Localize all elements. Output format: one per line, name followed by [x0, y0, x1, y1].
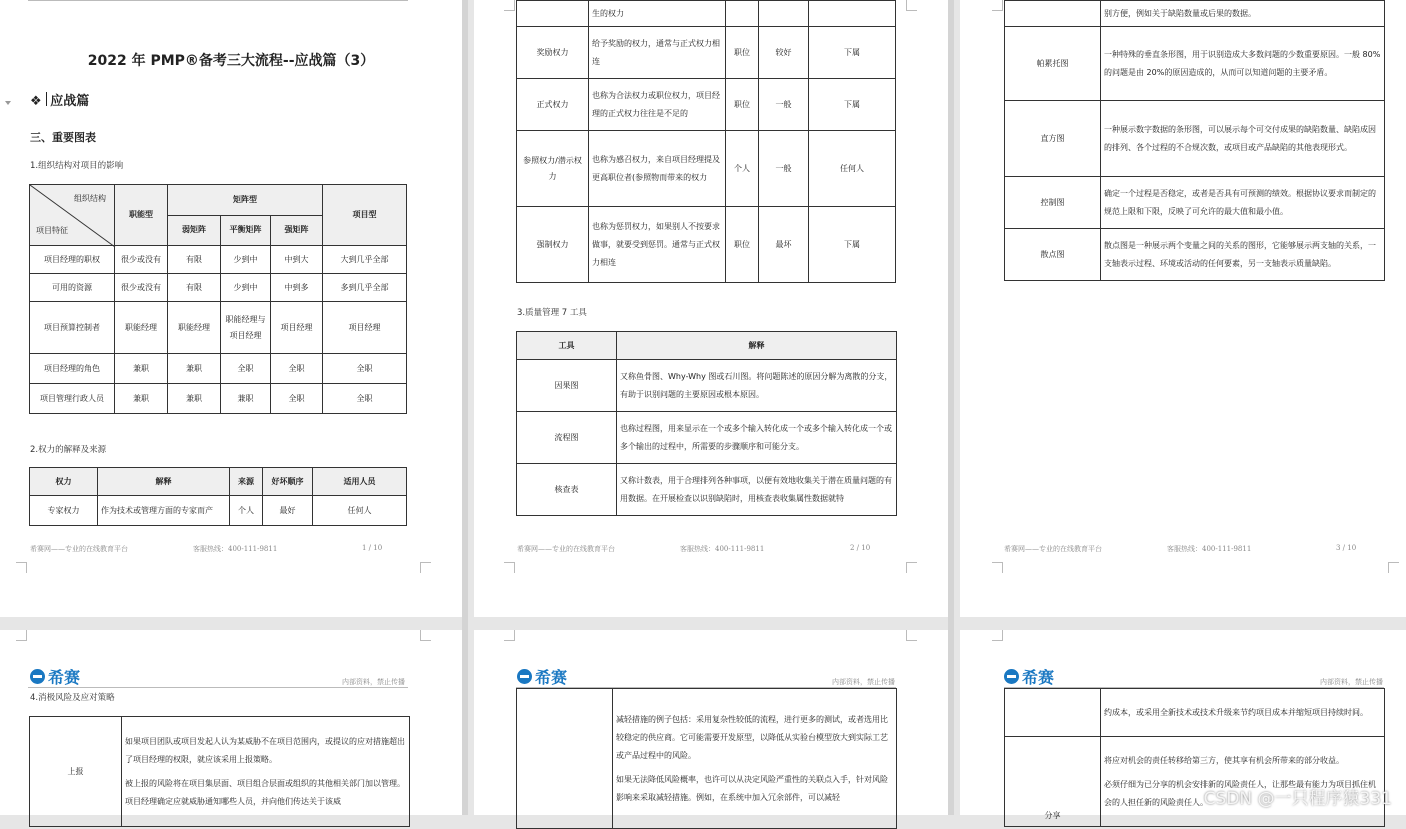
- margin-corner-tr: [420, 630, 431, 641]
- diag-bottom-label: 项目特征: [36, 226, 68, 235]
- table-cell: 强制权力: [517, 207, 589, 283]
- table-cell: 少到中: [221, 274, 271, 302]
- table-cell: 职位: [726, 79, 759, 131]
- header-rule: [28, 687, 408, 688]
- table-cell: 核查表: [517, 464, 617, 516]
- table-cell: 因果图: [517, 360, 617, 412]
- table-cell: 下属: [809, 27, 896, 79]
- table-cell: 控制图: [1005, 177, 1101, 229]
- table-cell: 作为技术或管理方面的专家而产: [98, 496, 230, 526]
- table-cell: 较好: [759, 27, 809, 79]
- table-cell: 多到几乎全部: [323, 274, 407, 302]
- table-row: [517, 360, 897, 412]
- table-cell: [1005, 1, 1101, 27]
- mitigate-paragraph-2: 如果无法降低风险概率，也许可以从决定风险严重性的关联点入手，针对风险影响来采取减轻措施。例如，在系统中加入冗余部件，可以减轻: [616, 774, 888, 802]
- table-cell: 少到中: [221, 246, 271, 274]
- table-cell: 很少或没有: [115, 246, 168, 274]
- table-cell: 有限: [168, 274, 221, 302]
- col-matrix: 矩阵型: [168, 185, 323, 216]
- table-cell: 生的权力: [589, 1, 726, 27]
- table-cell: [726, 1, 759, 27]
- table-row: [517, 79, 896, 131]
- table-row: [30, 384, 407, 414]
- page-footer-hotline: 客服热线：400-111-9811: [680, 545, 765, 553]
- table-cell: 任何人: [809, 131, 896, 207]
- diag-top-label: 组织结构: [74, 194, 106, 203]
- table-cell: 项目预算控制者: [30, 302, 115, 354]
- table3-caption: 3.质量管理 7 工具: [517, 308, 587, 318]
- share-paragraph-1: 将应对机会的责任转移给第三方，使其享有机会所带来的部分收益。: [1104, 755, 1344, 765]
- page-footer-hotline: 客服热线：400-111-9811: [193, 545, 278, 553]
- col-strong-matrix: 强矩阵: [271, 215, 323, 246]
- table-cell: 正式权力: [517, 79, 589, 131]
- section-heading[interactable]: [30, 90, 89, 109]
- margin-corner-tr: [906, 0, 917, 11]
- table-row: [30, 354, 407, 384]
- table-cell: 全职: [323, 384, 407, 414]
- risk-row-label: 上报: [30, 717, 122, 827]
- header-note: 内部资料，禁止传播: [1320, 678, 1383, 686]
- margin-corner-bl: [16, 562, 27, 573]
- logo-text: 希赛: [1022, 668, 1055, 687]
- org-structure-table: [29, 184, 407, 414]
- table-cell: 全职: [221, 354, 271, 384]
- quality-table-header: [517, 332, 897, 360]
- table-cell: 下属: [809, 79, 896, 131]
- table-row: [517, 27, 896, 79]
- table-cell: 全职: [323, 354, 407, 384]
- quality-table-body: [517, 360, 897, 516]
- table-row: [1005, 1, 1385, 27]
- margin-corner-br: [420, 562, 431, 573]
- margin-corner-br: [1388, 562, 1399, 573]
- table1-caption: 1.组织结构对项目的影响: [30, 161, 124, 171]
- header-note: 内部资料，禁止传播: [342, 678, 405, 686]
- column-header: 好坏顺序: [263, 468, 313, 496]
- column-header: 来源: [230, 468, 263, 496]
- table-cell: 项目经理的角色: [30, 354, 115, 384]
- logo-icon: [30, 669, 45, 684]
- margin-corner-tl: [504, 630, 515, 641]
- document-page-5: [474, 630, 948, 815]
- column-header: 解释: [617, 332, 897, 360]
- table-cell: 一般: [759, 131, 809, 207]
- risk-paragraph-1: 如果项目团队或项目发起人认为某威胁不在项目范围内，或提议的应对措施超出了项目经理的权限，就应该采用上报策略。: [125, 736, 405, 764]
- table-cell: 帕累托图: [1005, 27, 1101, 101]
- table-cell: 散点图: [1005, 229, 1101, 281]
- table-cell: 专家权力: [30, 496, 98, 526]
- column-header: 适用人员: [313, 468, 407, 496]
- share-paragraph-2: 必须仔细为已分享的机会安排新的风险责任人，让那些最有能力为项目抓住机会的人担任新的风险责任人。: [1104, 779, 1376, 807]
- brand-logo: [1004, 665, 1054, 688]
- table-row: [517, 131, 896, 207]
- table-cell: [759, 1, 809, 27]
- table-row: [517, 412, 897, 464]
- table-cell: [809, 1, 896, 27]
- header-note: 内部资料，禁止传播: [832, 678, 895, 686]
- table-row: [1005, 229, 1385, 281]
- page-gap: [462, 0, 468, 815]
- page-footer-left: 希赛网——专业的在线教育平台: [1004, 545, 1102, 553]
- logo-icon: [517, 669, 532, 684]
- risk-row-label: [517, 689, 613, 829]
- page-footer-left: 希赛网——专业的在线教育平台: [30, 545, 128, 553]
- table-cell: 全职: [271, 354, 323, 384]
- document-page-4: [0, 630, 462, 815]
- opportunity-row-label: 分享: [1005, 737, 1101, 827]
- table-cell: 职位: [726, 207, 759, 283]
- column-header: 权力: [30, 468, 98, 496]
- table-cell: 全职: [271, 384, 323, 414]
- table-cell: 兼职: [115, 354, 168, 384]
- table-cell: 最好: [263, 496, 313, 526]
- section-heading-text: 应战篇: [50, 94, 90, 109]
- margin-corner-tr: [906, 630, 917, 641]
- table-cell: 个人: [230, 496, 263, 526]
- logo-text: 希赛: [48, 668, 81, 687]
- table-cell: 项目经理的职权: [30, 246, 115, 274]
- page-footer-hotline: 客服热线：400-111-9811: [1167, 545, 1252, 553]
- table-cell: 又称鱼骨图、Why-Why 图或石川图。将问题陈述的原因分解为离散的分支，有助于识别问题的主要原因或根本原因。: [617, 360, 897, 412]
- table4-caption: 4.消极风险及应对策略: [30, 693, 115, 703]
- quality-tools-table-continued: [1004, 0, 1385, 281]
- table-cell: 也称为合法权力或职位权力，项目经理的正式权力往往是不足的: [589, 79, 726, 131]
- table-cell: 有限: [168, 246, 221, 274]
- margin-corner-tl: [992, 630, 1003, 641]
- document-page-1: [0, 0, 462, 617]
- risk-paragraph-2: 被上报的风险将在项目集层面、项目组合层面或组织的其他相关部门加以管理。项目经理确定应就威胁通知哪些人员，并向他们传达关于该威: [125, 778, 405, 806]
- subsection-heading: 三、重要图表: [30, 131, 96, 144]
- table-cell: 别方便，例如关于缺陷数量或后果的数据。: [1101, 1, 1385, 27]
- column-header: 工具: [517, 332, 617, 360]
- power-table-continued-body: [517, 1, 896, 283]
- document-page-2: [474, 0, 948, 617]
- table-row: [30, 246, 407, 274]
- col-weak-matrix: 弱矩阵: [168, 215, 221, 246]
- table-row: [517, 207, 896, 283]
- table-row: [517, 1, 896, 27]
- table-cell: 兼职: [115, 384, 168, 414]
- power-table: [29, 467, 407, 526]
- table-row: [30, 496, 407, 526]
- table-cell: 兼职: [168, 354, 221, 384]
- table-cell: 下属: [809, 207, 896, 283]
- quality-tools-table: [516, 331, 897, 516]
- table-cell: 一般: [759, 79, 809, 131]
- margin-corner-br: [906, 562, 917, 573]
- org-table-body: [30, 246, 407, 414]
- page-number: 2 / 10: [850, 544, 871, 552]
- logo-icon: [1004, 669, 1019, 684]
- column-header: 解释: [98, 468, 230, 496]
- section-bullet-icon: ❖: [30, 94, 42, 109]
- page-footer-left: 希赛网——专业的在线教育平台: [517, 545, 615, 553]
- margin-corner-bl: [992, 562, 1003, 573]
- risk-row-text: [613, 689, 897, 829]
- risk-row-text: [122, 717, 410, 827]
- power-table-header: [30, 468, 407, 496]
- table-cell: 确定一个过程是否稳定，或者是否具有可预测的绩效。根据协议要求而制定的规范上限和下限，反映了可允许的最大值和最小值。: [1101, 177, 1385, 229]
- table-row: [1005, 177, 1385, 229]
- col-functional: 职能型: [115, 185, 168, 246]
- table-cell: 也称过程图，用来显示在一个或多个输入转化成一个或多个输入转化成一个或多个输出的过程中，所需要的步骤顺序和可能分支。: [617, 412, 897, 464]
- page-top-border: [28, 0, 408, 1]
- opportunity-row-label-empty: [1005, 689, 1101, 737]
- table-cell: 个人: [726, 131, 759, 207]
- table2-caption: 2.权力的解释及来源: [30, 445, 107, 455]
- table-cell: 兼职: [168, 384, 221, 414]
- power-table-body: [30, 496, 407, 526]
- col-project: 项目型: [323, 185, 407, 246]
- table-cell: 散点图是一种展示两个变量之间的关系的图形，它能够展示两支轴的关系，一支轴表示过程、环境或活动的任何要素，另一支轴表示质量缺陷。: [1101, 229, 1385, 281]
- table-row: [1005, 27, 1385, 101]
- table-cell: 职能经理: [115, 302, 168, 354]
- table-cell: 也称为惩罚权力，如果别人不按要求做事，就要受到惩罚。通常与正式权力相连: [589, 207, 726, 283]
- table-cell: 可用的资源: [30, 274, 115, 302]
- mitigate-paragraph-1: 减轻措施的例子包括：采用复杂性较低的流程，进行更多的测试，或者选用比较稳定的供应商。它可能需要开发原型，以降低从实验台模型放大到实际工艺或产品过程中的风险。: [616, 714, 888, 760]
- margin-corner-bl: [504, 562, 515, 573]
- opportunity-row-text: [1101, 737, 1385, 827]
- table-cell: 也称为感召权力，来自项目经理提及更高职位者(参照物而带来的权力: [589, 131, 726, 207]
- page-number: 1 / 10: [362, 544, 383, 552]
- page-gap: [948, 0, 954, 815]
- table-cell: 任何人: [313, 496, 407, 526]
- table-row: [30, 274, 407, 302]
- margin-corner-tl: [16, 630, 27, 641]
- table-cell: 项目经理: [323, 302, 407, 354]
- table-row: [1005, 101, 1385, 177]
- opportunity-row-text: 约成本，或采用全新技术或技术升级来节约项目成本并缩短项目持续时间。: [1101, 689, 1385, 737]
- brand-logo: [517, 665, 567, 688]
- table-cell: 奖励权力: [517, 27, 589, 79]
- table-cell: 最坏: [759, 207, 809, 283]
- table-cell: 大到几乎全部: [323, 246, 407, 274]
- watermark: CSDN @一只程序猿331: [1203, 789, 1392, 809]
- table-cell: 又称计数表，用于合理排列各种事项，以便有效地收集关于潜在质量问题的有用数据。在开展检查以识别缺陷时，用核查表收集属性数据就特: [617, 464, 897, 516]
- table-cell: 流程图: [517, 412, 617, 464]
- table-cell: [517, 1, 589, 27]
- brand-logo: [30, 665, 80, 688]
- table-row: [517, 464, 897, 516]
- table-cell: 中到多: [271, 274, 323, 302]
- quality-table-continued-body: [1005, 1, 1385, 281]
- table-cell: 一种特殊的垂直条形图，用于识别造成大多数问题的少数重要原因。一般 80%的问题是由 20%的原因造成的，从而可以知道问题的主要矛盾。: [1101, 27, 1385, 101]
- risk-strategy-table-continued: [516, 688, 897, 829]
- col-balanced-matrix: 平衡矩阵: [221, 215, 271, 246]
- logo-text: 希赛: [535, 668, 568, 687]
- power-table-continued: [516, 0, 896, 283]
- text-cursor: [46, 92, 47, 106]
- table-cell: 一种展示数字数据的条形图，可以展示每个可交付成果的缺陷数量、缺陷成因的排列、各个过程的不合规次数，或项目或产品缺陷的其他表现形式。: [1101, 101, 1385, 177]
- table-cell: 兼职: [221, 384, 271, 414]
- document-title: 2022 年 PMP®备考三大流程--应战篇（3）: [87, 53, 375, 69]
- table-cell: 给予奖励的权力，通常与正式权力相连: [589, 27, 726, 79]
- table-cell: 参照权力/潜示权力: [517, 131, 589, 207]
- risk-strategy-table: [29, 716, 410, 827]
- table-cell: 直方图: [1005, 101, 1101, 177]
- margin-corner-tl: [992, 0, 1003, 11]
- diagonal-header-cell: [30, 185, 115, 246]
- collapse-heading-icon[interactable]: [5, 101, 11, 105]
- page-number: 3 / 10: [1336, 544, 1357, 552]
- table-row: [30, 302, 407, 354]
- table-cell: 职位: [726, 27, 759, 79]
- table-cell: 项目管理行政人员: [30, 384, 115, 414]
- table-cell: 项目经理: [271, 302, 323, 354]
- table-cell: 职能经理: [168, 302, 221, 354]
- table-cell: 很少或没有: [115, 274, 168, 302]
- table-cell: 职能经理与项目经理: [221, 302, 271, 354]
- document-page-3: [960, 0, 1406, 617]
- margin-corner-tl: [504, 0, 515, 11]
- table-cell: 中到大: [271, 246, 323, 274]
